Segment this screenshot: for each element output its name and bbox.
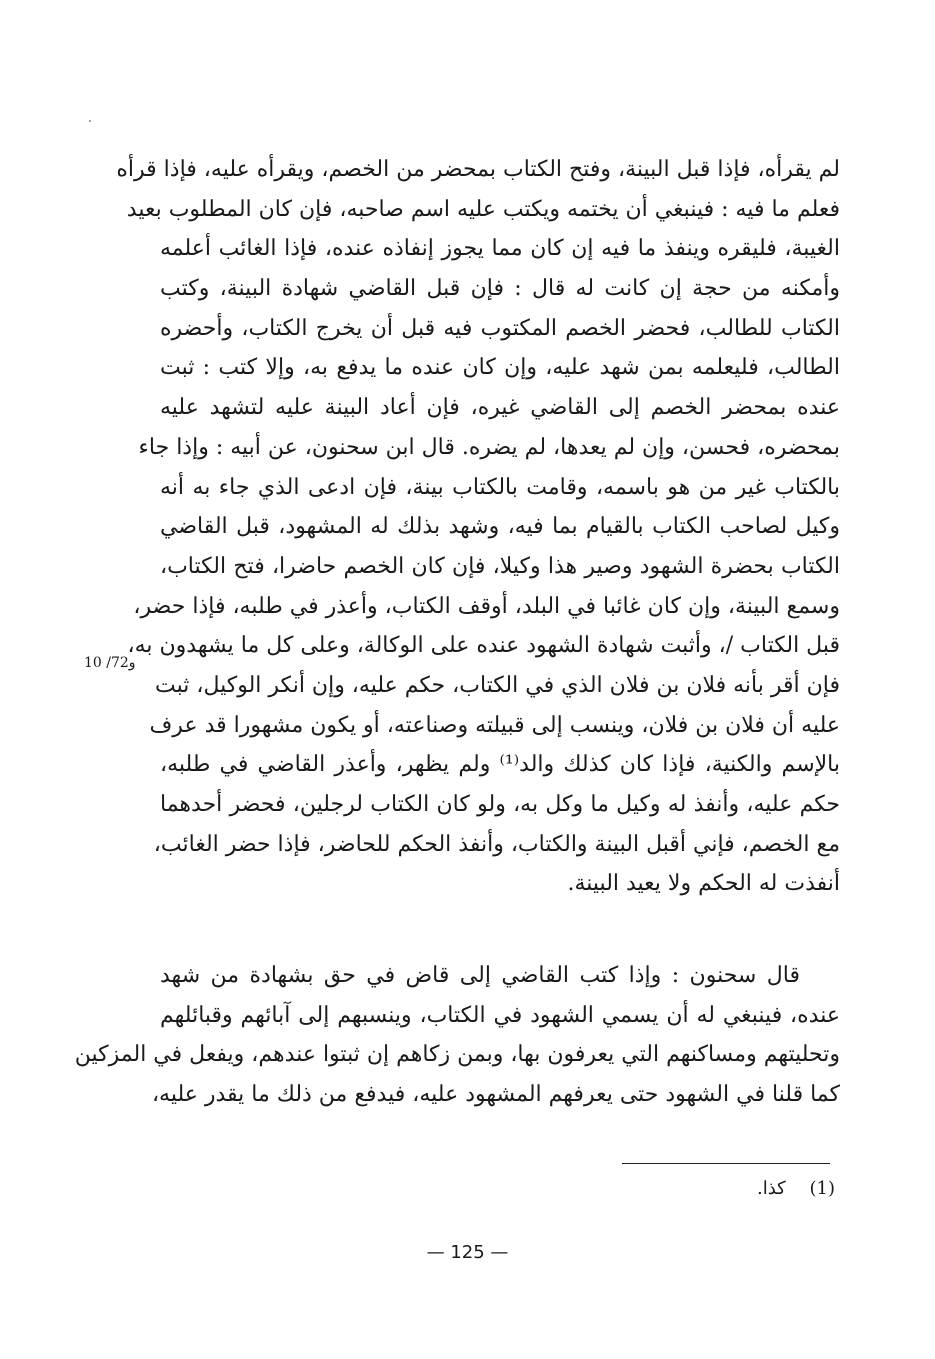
text-line: حكم عليه، وأنفذ له وكيل ما وكل به، ولو كان الكتاب لرجلين، فحضر أحدهما <box>160 792 840 817</box>
text-line: عنده بمحضر الخصم إلى القاضي غيره، فإن أعاد البينة عليه لتشهد عليه <box>160 395 840 421</box>
footnote <box>757 1176 835 1202</box>
text-line: وأمكنه من حجة إن كانت له قال : فإن قبل القاضي شهادة البينة، وكتب <box>160 276 840 302</box>
text-line: قال سحنون : وإذا كتب القاضي إلى قاض في حق بشهادة من شهد <box>160 963 800 988</box>
paragraph-2 <box>74 956 840 1115</box>
text-line: وسمع البينة، وإن كان غائبا في البلد، أوقف الكتاب، وأعذر في طلبه، فإذا حضر، <box>133 593 840 619</box>
text-line: بالكتاب غير من هو باسمه، وقامت بالكتاب بينة، فإن ادعى الذي جاء به أنه <box>160 474 840 500</box>
paragraph-1 <box>116 150 841 904</box>
text-line: لم يقرأه، فإذا قبل البينة، وفتح الكتاب بمحضر من الخصم، ويقرأه عليه، فإذا قرأه <box>116 157 840 182</box>
text-line: فعلم ما فيه : فينبغي أن يختمه ويكتب عليه اسم صاحبه، فإن كان المطلوب بعيد <box>126 196 840 222</box>
footnote-number: (1) <box>809 1178 835 1199</box>
text-line: عليه أن فلان بن فلان، وينسب إلى قبيلته وصناعته، أو يكون مشهورا قد عرف <box>149 712 840 738</box>
text-line: الطالب، فليعلمه بمن شهد عليه، وإن كان عنده ما يدفع به، وإلا كتب : ثبت <box>160 355 840 381</box>
text-line: أنفذت له الحكم ولا يعيد البينة. <box>567 871 840 897</box>
text-line: وتحليتهم ومساكنهم التي يعرفون بها، وبمن زكاهم إن ثبتوا عندهم، ويفعل في المزكين <box>74 1042 840 1068</box>
folio-margin-note: 10 /72و <box>84 655 136 671</box>
speck-mark <box>89 120 91 122</box>
page-number: — 125 — <box>426 1242 509 1263</box>
text-line: فإن أقر بأنه فلان بن فلان الذي في الكتاب، حكم عليه، وإن أنكر الوكيل، ثبت <box>155 672 840 698</box>
text-line: الكتاب للطالب، فحضر الخصم المكتوب فيه قبل أن يخرج الكتاب، وأحضره <box>160 315 840 341</box>
text-line: بالإسم والكنية، فإذا كان كذلك والد⁽¹⁾ ولم يظهر، وأعذر القاضي في طلبه، <box>160 752 841 778</box>
text-line: وكيل لصاحب الكتاب بالقيام بما فيه، وشهد بذلك له المشهود، قبل القاضي <box>160 514 840 540</box>
text-line: مع الخصم، فإني أقبل البينة والكتاب، وأنفذ الحكم للحاضر، فإذا حضر الغائب، <box>153 831 840 857</box>
footnote-divider <box>622 1163 830 1164</box>
text-line: بمحضره، فحسن، وإن لم يعدها، لم يضره. قال ابن سحنون، عن أبيه : وإذا جاء <box>138 434 840 460</box>
text-line: كما قلنا في الشهود حتى يعرفهم المشهود عليه، فيدفع من ذلك ما يقدر عليه، <box>151 1082 840 1108</box>
text-line: الكتاب بحضرة الشهود وصير هذا وكيلا، فإن كان الخصم حاضرا، فتح الكتاب، <box>160 553 840 579</box>
footnote-text: كذا. <box>757 1178 786 1199</box>
text-line: عنده، فينبغي له أن يسمي الشهود في الكتاب، وينسبهم إلى آبائهم وقبائلهم <box>160 1002 840 1028</box>
text-line: قبل الكتاب /، وأثبت شهادة الشهود عنده على الوكالة، وعلى كل ما يشهدون به، <box>127 633 840 659</box>
text-line: الغيبة، فليقره وينفذ ما فيه إن كان مما يجوز إنفاذه عنده، فإذا الغائب أعلمه <box>160 236 840 262</box>
